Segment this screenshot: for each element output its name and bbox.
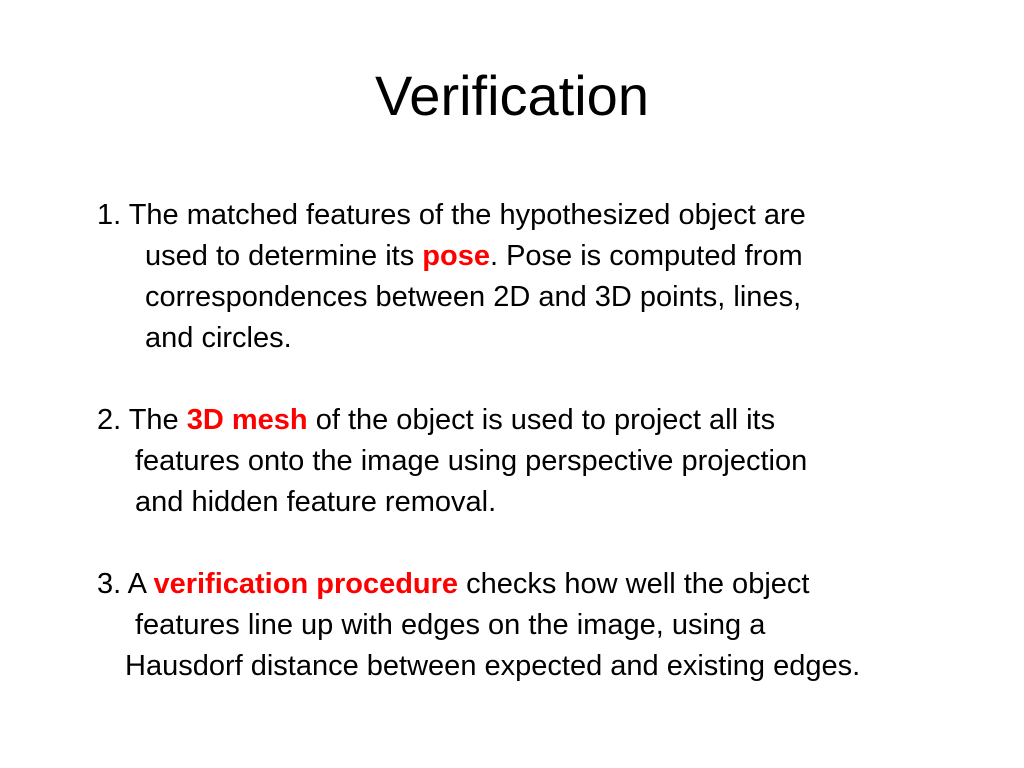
slide-title: Verification	[375, 64, 649, 127]
item-2-line-3: and hidden feature removal.	[135, 486, 497, 518]
item-1-line-3: correspondences between 2D and 3D points, lines,	[145, 281, 802, 313]
highlight-verification-procedure: verification procedure	[153, 568, 459, 600]
item-1-line-2: used to determine its pose. Pose is computed from	[145, 240, 803, 272]
highlight-pose: pose	[422, 240, 490, 272]
item-1-line-4: and circles.	[145, 322, 292, 354]
highlight-3d-mesh: 3D mesh	[186, 404, 308, 436]
item-2-line-2: features onto the image using perspective projection	[135, 445, 808, 477]
item-3-line-1: 3. A verification procedure checks how well the object	[97, 568, 810, 600]
item-2-line-1: 2. The 3D mesh of the object is used to project all its	[97, 404, 776, 436]
item-1-line-1: 1. The matched features of the hypothesized object are	[97, 199, 806, 231]
item-3-line-2: features line up with edges on the image, using a	[135, 609, 766, 641]
item-3-line-3: Hausdorf distance between expected and existing edges.	[125, 650, 861, 682]
